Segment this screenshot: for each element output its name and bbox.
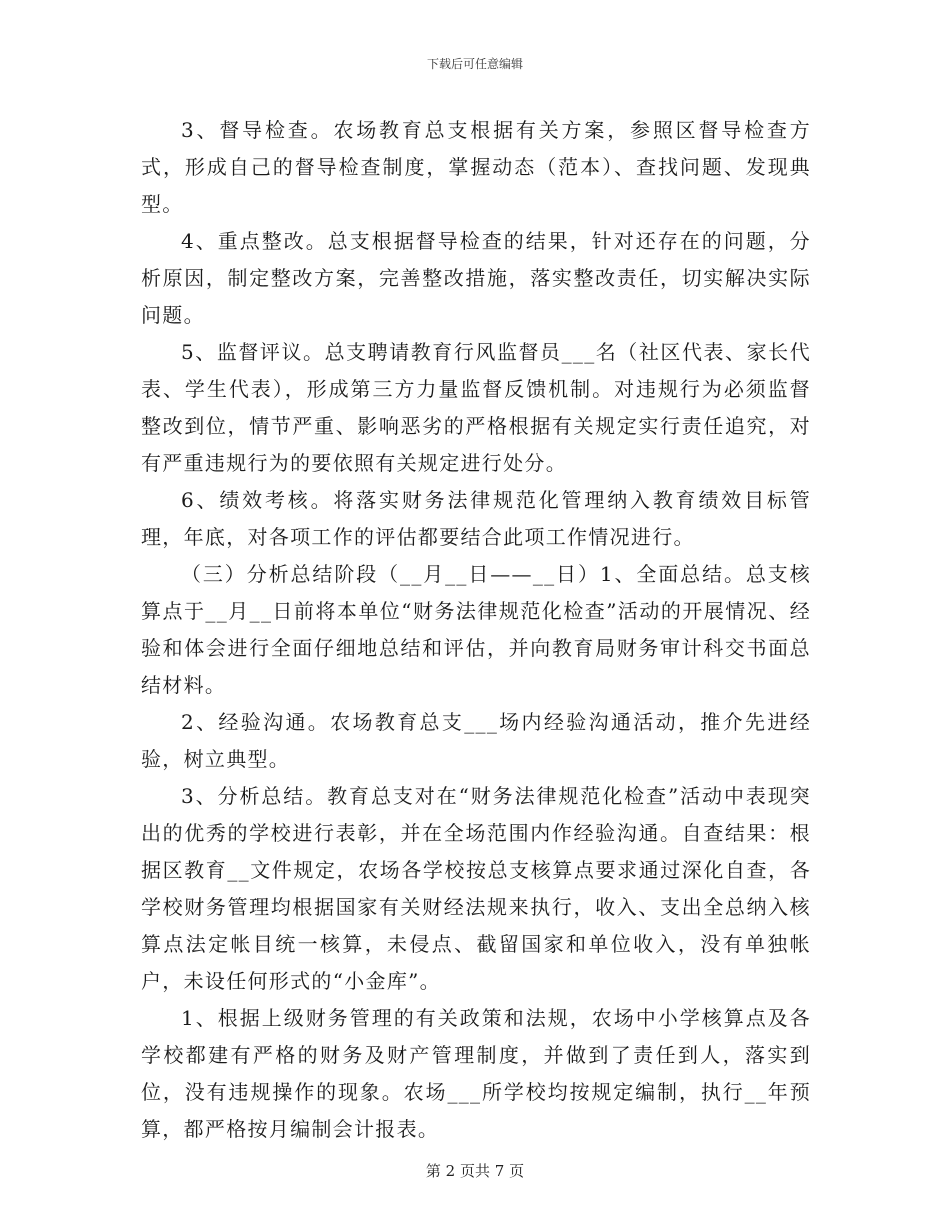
paragraph-financial-management: 1、根据上级财务管理的有关政策和法规，农场中小学核算点及各学校都建有严格的财务及财产管理制度，并做到了责任到人，落实到位，没有违规操作的现象。农场___所学校均按规定编制，执行__年预算，都严格按月编制会计报表。 xyxy=(141,1006,811,1141)
paragraph-performance-assessment: 6、绩效考核。将落实财务法律规范化管理纳入教育绩效目标管理，年底，对各项工作的评估都要结合此项工作情况进行。 xyxy=(141,488,811,549)
page-header-note: 下载后可任意编辑 xyxy=(426,57,523,71)
paragraph-analysis-summary-stage: （三）分析总结阶段（__月__日——__日）1、全面总结。总支核算点于__月__日前将本单位“财务法律规范化检查”活动的开展情况、经验和体会进行全面仔细地总结和评估，并向教育局财务审计科交书面总结材料。 xyxy=(141,562,811,697)
paragraph-experience-exchange: 2、经验沟通。农场教育总支___场内经验沟通活动，推介先进经验，树立典型。 xyxy=(141,710,811,771)
document-body xyxy=(141,112,811,1148)
paragraph-analysis-summary: 3、分析总结。教育总支对在“财务法律规范化检查”活动中表现突出的优秀的学校进行表彰，并在全场范围内作经验沟通。自查结果：根据区教育__文件规定，农场各学校按总支核算点要求通过深化自查，各学校财务管理均根据国家有关财经法规来执行，收入、支出全总纳入核算点法定帐目统一核算，未侵点、截留国家和单位收入，没有单独帐户，未设任何形式的“小金库”。 xyxy=(141,784,811,993)
paragraph-supervision-inspection: 3、督导检查。农场教育总支根据有关方案，参照区督导检查方式，形成自己的督导检查制度，掌握动态（范本）、查找问题、发现典型。 xyxy=(141,118,811,216)
page-number: 第 2 页共 7 页 xyxy=(425,1162,525,1180)
paragraph-key-rectification: 4、重点整改。总支根据督导检查的结果，针对还存在的问题，分析原因，制定整改方案，完善整改措施，落实整改责任，切实解决实际问题。 xyxy=(141,229,811,327)
paragraph-supervision-review: 5、监督评议。总支聘请教育行风监督员___名（社区代表、家长代表、学生代表），形成第三方力量监督反馈机制。对违规行为必须监督整改到位，情节严重、影响恶劣的严格根据有关规定实行责任追究，对有严重违规行为的要依照有关规定进行处分。 xyxy=(141,340,811,475)
